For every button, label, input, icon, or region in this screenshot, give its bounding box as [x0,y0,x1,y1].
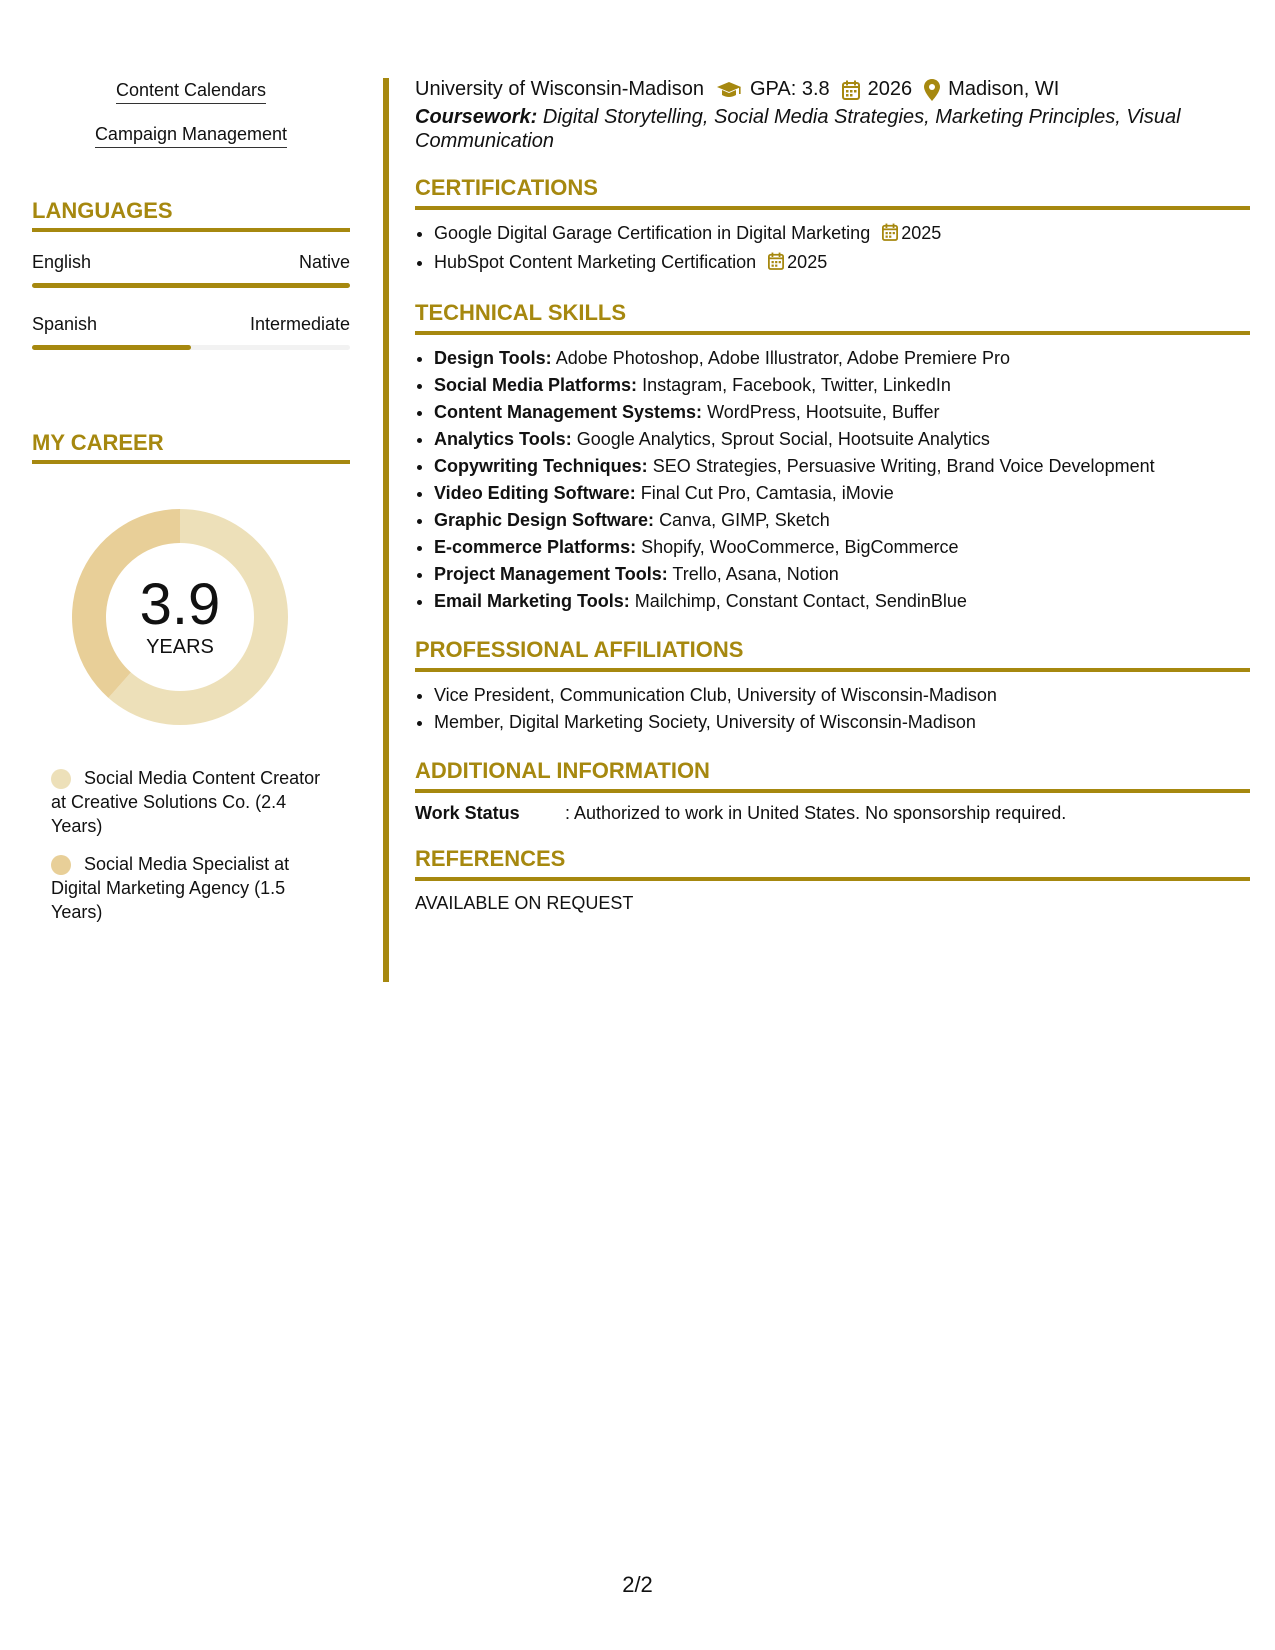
skill-value: Trello, Asana, Notion [672,564,839,584]
career-legend [32,766,350,924]
career-total-value: 3.9 [139,572,221,637]
skill-label: E-commerce Platforms: [434,537,637,557]
skill-tag [32,124,350,148]
skill-value: Instagram, Facebook, Twitter, LinkedIn [642,375,951,395]
skill-value: Final Cut Pro, Camtasia, iMovie [640,483,894,503]
certification-name: HubSpot Content Marketing Certification [434,252,757,272]
language-proficiency-fill [32,283,350,288]
location-pin-icon [924,79,940,101]
coursework [415,105,1250,153]
references-heading: REFERENCES [415,846,1250,881]
skill-tag-label: Campaign Management [95,124,287,148]
language-item [32,252,350,288]
skill-label: Email Marketing Tools: [434,591,630,611]
affiliation-item: • Vice President, Communication Club, University of Wisconsin-Madison [434,682,1250,709]
language-level: Intermediate [249,314,350,334]
language-proficiency-fill [32,345,191,350]
certification-name: Google Digital Garage Certification in Digital Marketing [434,223,871,243]
technical-skills-heading: TECHNICAL SKILLS [415,300,1250,335]
skill-label: Copywriting Techniques: [434,456,648,476]
language-level: Native [298,252,350,272]
skill-label: Analytics Tools: [434,429,572,449]
left-column [32,80,350,938]
skill-value: Mailchimp, Constant Contact, SendinBlue [634,591,967,611]
certification-item [434,249,1250,278]
skill-label: Social Media Platforms: [434,375,638,395]
career-heading: MY CAREER [32,430,350,464]
skill-label: Video Editing Software: [434,483,636,503]
skill-value: Google Analytics, Sprout Social, Hootsuite Analytics [576,429,990,449]
gpa: GPA: 3.8 [749,78,830,100]
skill-item [434,399,1250,426]
skill-label: Project Management Tools: [434,564,668,584]
language-name: Spanish [32,314,98,334]
skill-item [434,480,1250,507]
skill-tag-label: Content Calendars [116,80,266,104]
skill-value: Canva, GIMP, Sketch [659,510,830,530]
calendar-icon [882,222,898,249]
work-status-key: Work Status [415,803,520,823]
page-number: 2/2 [622,1572,653,1597]
work-status-row [415,803,1250,824]
languages-heading: LANGUAGES [32,198,350,232]
skill-value: Shopify, WooCommerce, BigCommerce [641,537,959,557]
career-donut-chart [65,502,295,732]
career-legend-item [32,852,329,924]
affiliations-heading: PROFESSIONAL AFFILIATIONS [415,637,1250,672]
skill-tag [32,80,350,104]
work-status-value: : Authorized to work in United States. No sponsorship required. [565,803,1067,823]
skill-value: SEO Strategies, Persuasive Writing, Brand Voice Development [652,456,1155,476]
school-name: University of Wisconsin-Madison [415,78,704,100]
graduation-year: 2026 [867,78,913,100]
skill-item [434,534,1250,561]
calendar-icon [842,80,860,100]
donut-center [65,502,295,732]
coursework-label: Coursework: [415,106,538,128]
language-proficiency-bar [32,283,350,288]
skill-item [434,588,1250,615]
graduation-cap-icon [716,81,742,99]
certification-year: 2025 [901,223,942,243]
career-legend-item [32,766,329,838]
column-divider [383,78,389,982]
skill-item [434,426,1250,453]
technical-skills-section [415,300,1250,615]
skill-item [434,372,1250,399]
school-location: Madison, WI [948,78,1060,100]
right-column [415,78,1250,914]
skill-value: Adobe Photoshop, Adobe Illustrator, Adobe Premiere Pro [555,348,1010,368]
skill-item [434,507,1250,534]
affiliations-section [415,637,1250,736]
references-section [415,846,1250,914]
career-legend-label: Social Media Content Creator at Creative Solutions Co. (2.4 Years) [51,768,321,836]
certification-item [434,220,1250,249]
skill-value: WordPress, Hootsuite, Buffer [707,402,940,422]
language-item [32,314,350,350]
skill-label: Design Tools: [434,348,552,368]
legend-dot [51,769,71,789]
certifications-heading: CERTIFICATIONS [415,175,1250,210]
language-name: English [32,252,92,272]
additional-info-heading: ADDITIONAL INFORMATION [415,758,1250,793]
calendar-icon [768,251,784,278]
affiliation-item: • Member, Digital Marketing Society, University of Wisconsin-Madison [434,709,1250,736]
skill-label: Graphic Design Software: [434,510,655,530]
references-text: AVAILABLE ON REQUEST [415,893,634,913]
career-legend-label: Social Media Specialist at Digital Marketing Agency (1.5 Years) [51,854,290,922]
skill-label: Content Management Systems: [434,402,703,422]
education-line [415,78,1250,101]
career-total-unit: YEARS [146,636,214,658]
certifications-section [415,175,1250,278]
certification-year: 2025 [787,252,828,272]
skill-item [434,453,1250,480]
skill-item [434,345,1250,372]
language-proficiency-bar [32,345,350,350]
additional-info-section [415,758,1250,824]
legend-dot [51,855,71,875]
coursework-list: Digital Storytelling, Social Media Strategies, Marketing Principles, Visual Communication [415,106,1181,152]
skill-item [434,561,1250,588]
